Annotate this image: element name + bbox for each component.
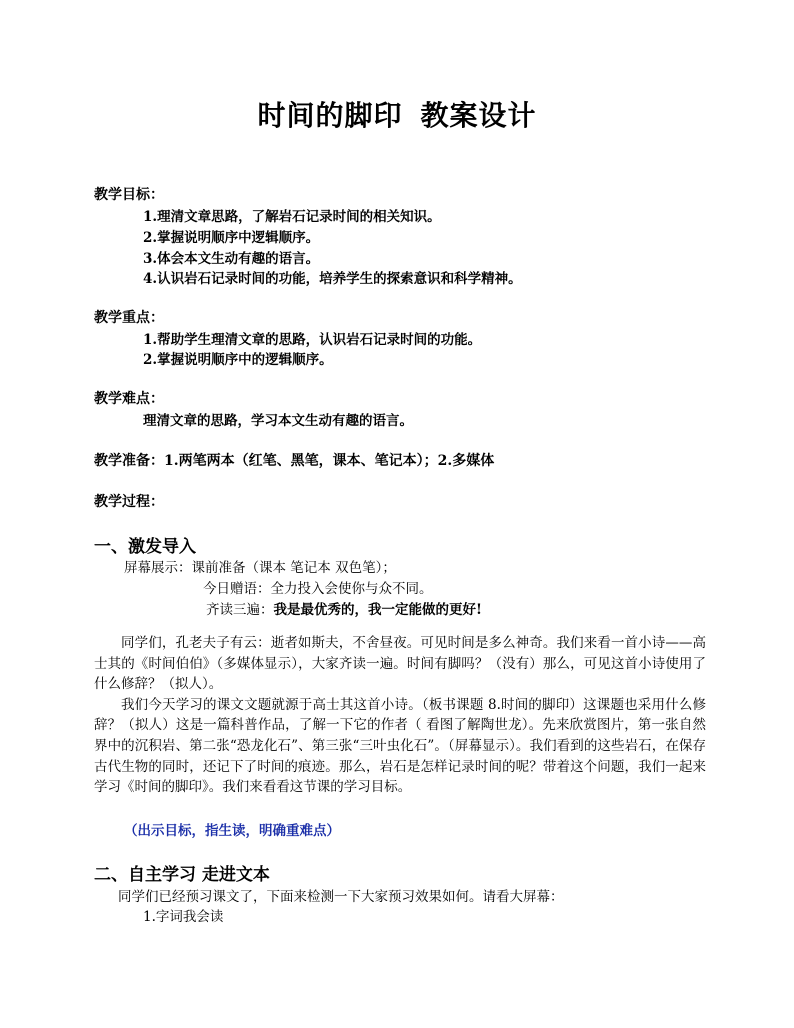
highlight-note: （出示目标，指生读，明确重难点） xyxy=(124,823,340,839)
section-1-heading: 一、激发导入 xyxy=(94,537,196,557)
preparation-text: 教学准备：1.两笔两本（红笔、黑笔，课本、笔记本）；2.多媒体 xyxy=(94,453,495,469)
motto-line: 今日赠语：全力投入会使你与众不同。 xyxy=(203,581,433,597)
recite-prefix: 齐读三遍： xyxy=(206,602,274,618)
section-2-intro: 同学们已经预习课文了，下面来检测一下大家预习效果如何。请看大屏幕： xyxy=(118,889,564,905)
intro-paragraphs xyxy=(94,633,706,798)
recite-slogan: 我是最优秀的，我一定能做的更好! xyxy=(273,602,482,618)
difficulties-label: 教学难点： xyxy=(94,391,164,407)
keypoint-item-1: 1.帮助学生理清文章的思路，认识岩石记录时间的功能。 xyxy=(143,332,482,348)
objective-item-4: 4.认识岩石记录时间的功能，培养学生的探索意识和科学精神。 xyxy=(143,271,522,287)
section-2-heading: 二、自主学习 走进文本 xyxy=(94,865,270,885)
intro-paragraph-2: 我们今天学习的课文文题就源于高士其这首小诗。（板书课题 8.时间的脚印）这课题也采用什么修辞？（拟人）这是一篇科普作品，了解一下它的作者（ 看图了解陶世龙）。先来欣赏图片，第一张自然界中的沉积岩、第二张“恐龙化石”、第三张“三叶虫化石”。（屏幕显示）。我们看到的这些岩石，在保存古代生物的同时，还记下了时间的痕迹。那么，岩石是怎样记录时间的呢？带着这个问题，我们一起来学习《时间的脚印》。我们来看看这节课的学习目标。 xyxy=(94,696,706,796)
objective-item-3: 3.体会本文生动有趣的语言。 xyxy=(143,251,320,267)
section-2-item-1: 1.字词我会读 xyxy=(143,909,224,925)
objectives-label: 教学目标： xyxy=(94,187,164,203)
title-part-2: 教案设计 xyxy=(420,99,537,132)
intro-paragraph-1: 同学们，孔老夫子有云：逝者如斯夫，不舍昼夜。可见时间是多么神奇。我们来看一首小诗——高士其的《时间伯伯》（多媒体显示），大家齐读一遍。时间有脚吗？（没有）那么，可见这首小诗使用了什么修辞？（拟人）。 xyxy=(94,635,706,693)
recite-line xyxy=(206,598,482,618)
title-part-1: 时间的脚印 xyxy=(257,99,403,132)
page-title xyxy=(0,94,794,134)
objective-item-1: 1.理清文章思路，了解岩石记录时间的相关知识。 xyxy=(143,209,441,225)
keypoint-item-2: 2.掌握说明顺序中的逻辑顺序。 xyxy=(143,352,333,368)
screen-display-line: 屏幕展示：课前准备（课本 笔记本 双色笔）； xyxy=(124,560,396,576)
objective-item-2: 2.掌握说明顺序中逻辑顺序。 xyxy=(143,230,320,246)
difficulties-text: 理清文章的思路，学习本文生动有趣的语言。 xyxy=(143,413,413,429)
process-label: 教学过程： xyxy=(94,494,164,510)
keypoints-label: 教学重点： xyxy=(94,310,164,326)
